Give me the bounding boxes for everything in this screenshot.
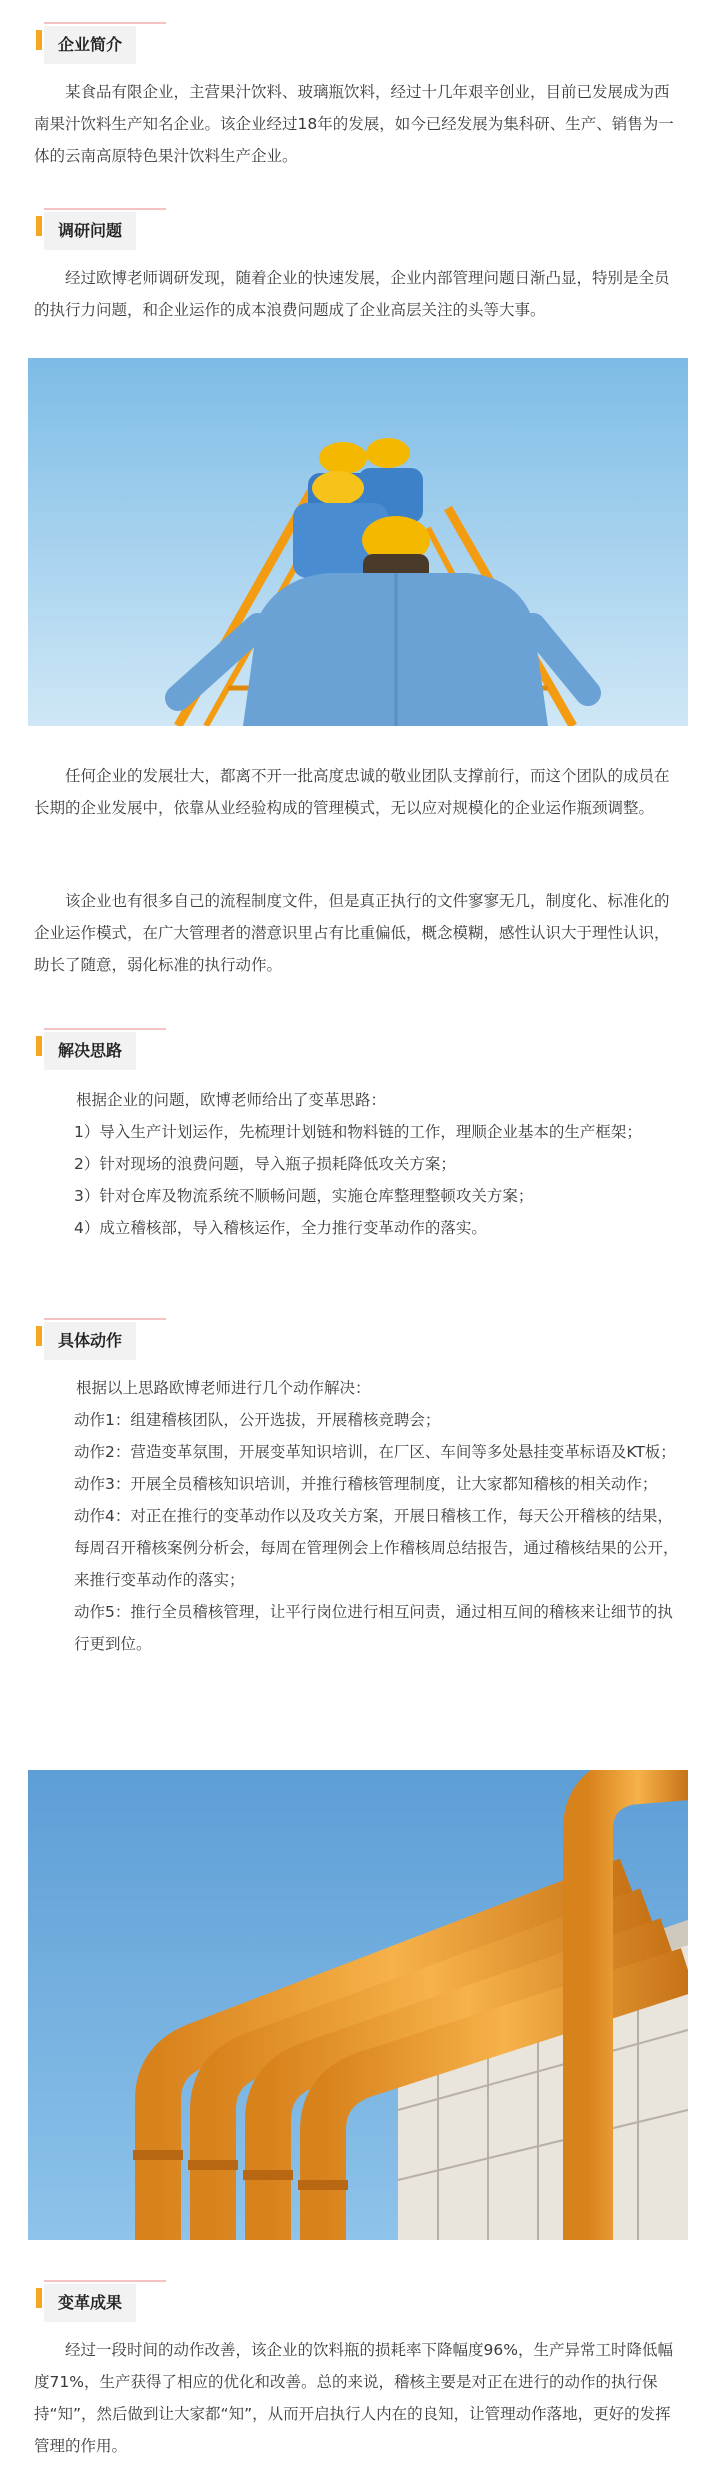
results-paragraph: 经过一段时间的动作改善，该企业的饮料瓶的损耗率下降幅度96%，生产异常工时降低幅度71%，生产获得了相应的优化和改善。总的来说，稽核主要是对正在进行的动作的执行保持“知”，然后做到让大家都“知”，从而开启执行人内在的良知，让管理动作落地，更好的发挥管理的作用。 (34, 2341, 673, 2455)
industrial-pipes-photo (28, 1770, 688, 2240)
workers-photo-svg (28, 358, 688, 726)
heading-top-line (44, 208, 166, 210)
actions-list (34, 1372, 682, 1660)
section-heading-actions (36, 1318, 176, 1364)
heading-label: 变革成果 (44, 2284, 136, 2322)
section-heading-intro (36, 22, 176, 68)
heading-accent-bar (36, 1036, 42, 1056)
actions-lead: 根据以上思路欧博老师进行几个动作解决： (76, 1379, 371, 1397)
research-paragraph-3: 该企业也有很多自己的流程制度文件，但是真正执行的文件寥寥无几，制度化、标准化的企业运作模式，在广大管理者的潜意识里占有比重偏低，概念模糊，感性认识大于理性认识，助长了随意，弱化标准的执行动作。 (34, 892, 670, 974)
list-item: 2）针对现场的浪费问题，导入瓶子损耗降低攻关方案； (74, 1155, 456, 1173)
pipes-photo-svg (28, 1770, 688, 2240)
section-heading-solution (36, 1028, 176, 1074)
list-item: 动作3：开展全员稽核知识培训，并推行稽核管理制度，让大家都知稽核的相关动作； (74, 1475, 658, 1493)
heading-accent-bar (36, 216, 42, 236)
research-paragraph-2: 任何企业的发展壮大，都离不开一批高度忠诚的敬业团队支撑前行，而这个团队的成员在长期的企业发展中，依靠从业经验构成的管理模式，无以应对规模化的企业运作瓶颈调整。 (34, 767, 670, 817)
heading-label: 调研问题 (44, 212, 136, 250)
list-item: 动作4：对正在推行的变革动作以及攻关方案，开展日稽核工作，每天公开稽核的结果，每周召开稽核案例分析会，每周在管理例会上作稽核周总结报告，通过稽核结果的公开，来推行变革动作的落实； (74, 1507, 679, 1589)
intro-paragraph: 某食品有限企业，主营果汁饮料、玻璃瓶饮料，经过十几年艰辛创业，目前已发展成为西南果汁饮料生产知名企业。该企业经过18年的发展，如今已经发展为集科研、生产、销售为一体的云南高原特色果汁饮料生产企业。 (34, 83, 674, 165)
list-item: 1）导入生产计划运作，先梳理计划链和物料链的工作，理顺企业基本的生产框架； (74, 1123, 642, 1141)
list-item: 动作1：组建稽核团队，公开选拔，开展稽核竞聘会； (74, 1411, 441, 1429)
heading-top-line (44, 2280, 166, 2282)
list-item: 4）成立稽核部，导入稽核运作，全力推行变革动作的落实。 (74, 1219, 487, 1237)
heading-accent-bar (36, 1326, 42, 1346)
heading-top-line (44, 1318, 166, 1320)
heading-top-line (44, 1028, 166, 1030)
heading-label: 企业简介 (44, 26, 136, 64)
heading-label: 解决思路 (44, 1032, 136, 1070)
heading-top-line (44, 22, 166, 24)
heading-accent-bar (36, 2288, 42, 2308)
list-item: 3）针对仓库及物流系统不顺畅问题，实施仓库整理整顿攻关方案； (74, 1187, 534, 1205)
workers-climbing-stairs-photo (28, 358, 688, 726)
list-item: 动作2：营造变革氛围，开展变革知识培训，在厂区、车间等多处悬挂变革标语及KT板； (74, 1443, 676, 1461)
section-heading-results (36, 2280, 176, 2326)
solution-lead: 根据企业的问题，欧博老师给出了变革思路： (76, 1091, 387, 1109)
solution-list (34, 1084, 682, 1244)
research-paragraph: 经过欧博老师调研发现，随着企业的快速发展，企业内部管理问题日渐凸显，特别是全员的执行力问题，和企业运作的成本浪费问题成了企业高层关注的头等大事。 (34, 269, 670, 319)
heading-label: 具体动作 (44, 1322, 136, 1360)
list-item: 动作5：推行全员稽核管理，让平行岗位进行相互问责，通过相互间的稽核来让细节的执行更到位。 (74, 1603, 673, 1653)
heading-accent-bar (36, 30, 42, 50)
section-heading-research (36, 208, 176, 254)
